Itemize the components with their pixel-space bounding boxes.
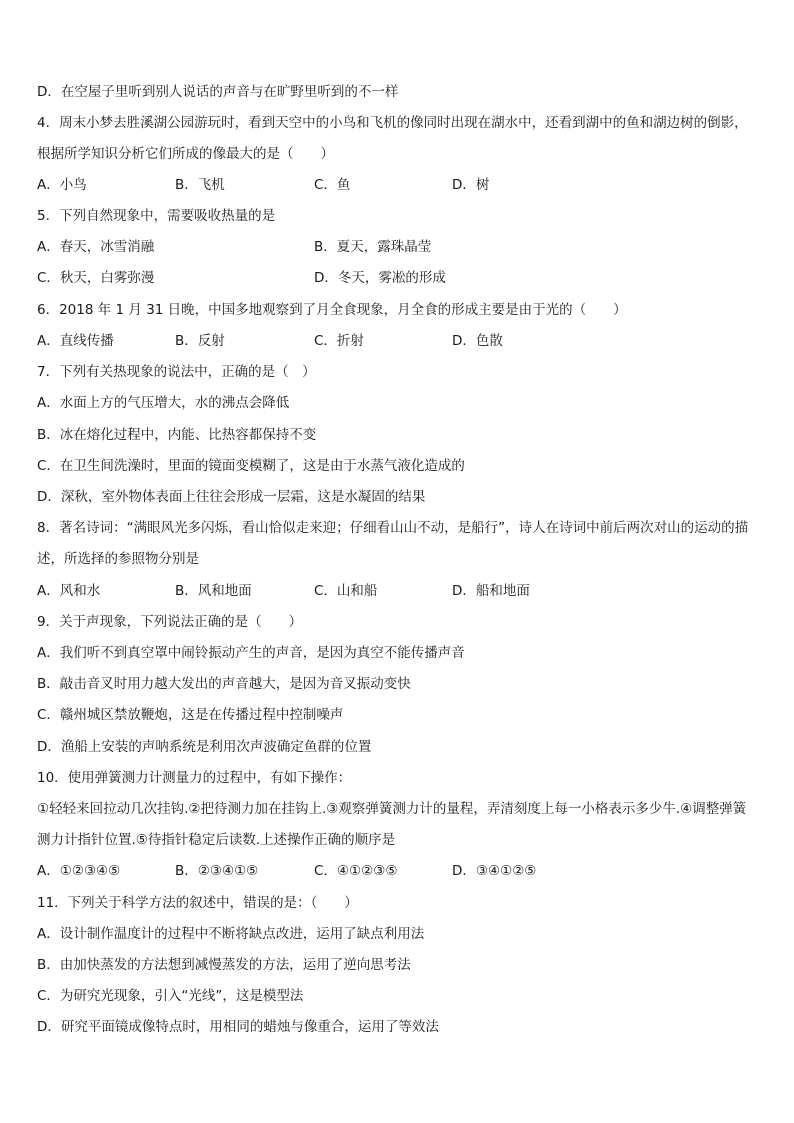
q5-option-b: B．夏天，露珠晶莹 xyxy=(314,239,432,255)
q11-option-b: B．由加快蒸发的方法想到减慢蒸发的方法，运用了逆向思考法 xyxy=(37,957,411,973)
q11-option-a: A．设计制作温度计的过程中不断将缺点改进，运用了缺点利用法 xyxy=(37,926,425,942)
q7-option-c: C．在卫生间洗澡时，里面的镜面变模糊了，这是由于水蒸气液化造成的 xyxy=(37,458,465,474)
q4-option-c: C．鱼 xyxy=(314,177,351,193)
q9-stem: 9．关于声现象，下列说法正确的是（ ） xyxy=(37,614,303,630)
q5-stem: 5．下列自然现象中，需要吸收热量的是 xyxy=(37,208,276,224)
q10-option-d: D．③④①②⑤ xyxy=(452,863,537,879)
q6-option-b: B．反射 xyxy=(175,333,225,349)
q6-option-a: A．直线传播 xyxy=(37,333,114,349)
q9-option-b: B．敲击音叉时用力越大发出的声音越大，是因为音叉振动变快 xyxy=(37,676,411,692)
q11-option-c: C．为研究光现象，引入“光线”，这是模型法 xyxy=(37,988,304,1004)
q4-option-b: B．飞机 xyxy=(175,177,225,193)
q5-option-c: C．秋天，白雾弥漫 xyxy=(37,270,155,286)
q11-option-d: D．研究平面镜成像特点时，用相同的蜡烛与像重合，运用了等效法 xyxy=(37,1019,439,1035)
q9-option-a: A．我们听不到真空罩中闹铃振动产生的声音，是因为真空不能传播声音 xyxy=(37,645,465,661)
q6-option-d: D．色散 xyxy=(452,333,503,349)
q3-option-d: D．在空屋子里听到别人说话的声音与在旷野里听到的不一样 xyxy=(37,84,399,100)
q8-option-c: C．山和船 xyxy=(314,583,378,599)
q9-option-c: C．赣州城区禁放鞭炮，这是在传播过程中控制噪声 xyxy=(37,707,344,723)
q4-options xyxy=(37,175,757,195)
q8-option-a: A．风和水 xyxy=(37,583,101,599)
q7-option-b: B．冰在熔化过程中，内能、比热容都保持不变 xyxy=(37,427,317,443)
q6-option-c: C．折射 xyxy=(314,333,364,349)
q7-option-d: D．深秋，室外物体表面上往往会形成一层霜，这是水凝固的结果 xyxy=(37,489,426,505)
q10-option-b: B．②③④①⑤ xyxy=(175,863,259,879)
q8-options xyxy=(37,581,757,601)
q10-option-a: A．①②③④⑤ xyxy=(37,863,121,879)
q10-stem: 10．使用弹簧测力计测量力的过程中，有如下操作： xyxy=(37,770,352,786)
q7-stem: 7．下列有关热现象的说法中，正确的是（ ） xyxy=(37,364,316,380)
q5-option-d: D．冬天，雾凇的形成 xyxy=(314,270,446,286)
q8-option-d: D．船和地面 xyxy=(452,583,530,599)
q9-option-d: D．渔船上安装的声呐系统是利用次声波确定鱼群的位置 xyxy=(37,739,372,755)
q4-stem: 4．周末小梦去胜溪湖公园游玩时，看到天空中的小鸟和飞机的像同时出现在湖水中，还看到湖中的鱼和湖边树的倒影，根据所学知识分析它们所成的像最大的是（ ） xyxy=(37,115,748,162)
q10-options xyxy=(37,861,757,881)
q6-stem: 6．2018 年 1 月 31 日晚，中国多地观察到了月全食现象，月全食的形成主要是由于光的（ ） xyxy=(37,302,627,318)
q5-options-row1 xyxy=(37,237,757,257)
q11-stem: 11．下列关于科学方法的叙述中，错误的是：（ ） xyxy=(37,895,358,911)
q6-options xyxy=(37,331,757,351)
q8-option-b: B．风和地面 xyxy=(175,583,252,599)
q10-body: ①轻轻来回拉动几次挂钩.②把待测力加在挂钩上.③观察弹簧测力计的量程，弄清刻度上每一小格表示多少牛.④调整弹簧测力计指针位置.⑤待指针稳定后读数.上述操作正确的顺序是 xyxy=(37,801,747,848)
q4-option-a: A．小鸟 xyxy=(37,177,87,193)
q4-option-d: D．树 xyxy=(452,177,490,193)
q5-options-row2 xyxy=(37,268,757,288)
q7-option-a: A．水面上方的气压增大，水的沸点会降低 xyxy=(37,395,290,411)
q8-stem: 8．著名诗词：“满眼风光多闪烁，看山恰似走来迎；仔细看山山不动，是船行”，诗人在诗词中前后两次对山的运动的描述，所选择的参照物分别是 xyxy=(37,520,749,567)
q10-option-c: C．④①②③⑤ xyxy=(314,863,398,879)
q5-option-a: A．春天，冰雪消融 xyxy=(37,239,155,255)
